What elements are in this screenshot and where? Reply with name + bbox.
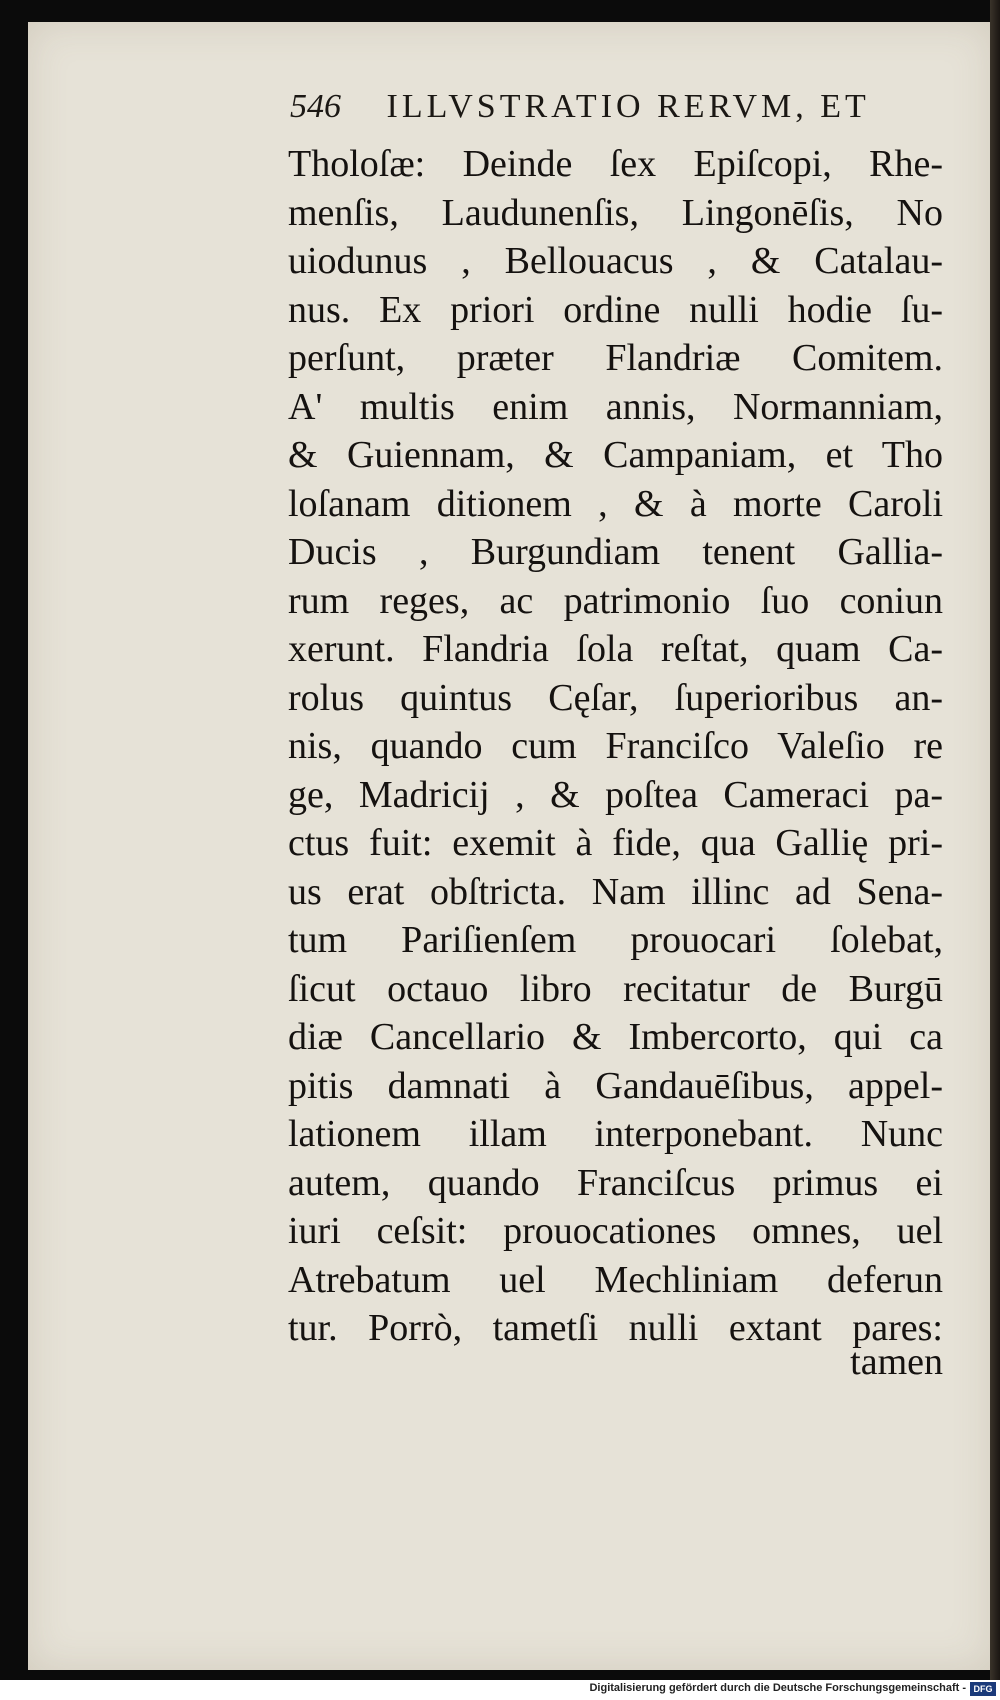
text-line: perſunt, præter Flandriæ Comitem. — [288, 337, 943, 379]
text-line: A' multis enim annis, Normanniam, — [288, 385, 943, 428]
dfg-logo: DFG — [970, 1682, 996, 1696]
text-line: rum reges, ac patrimonio ſuo coniun — [288, 579, 943, 622]
running-title: ILLVSTRATIO RERVM, ET — [386, 88, 870, 125]
text-line: Atrebatum uel Mechliniam deferun — [288, 1258, 943, 1301]
page-number: 546 — [290, 88, 341, 125]
catchword: tamen — [850, 1341, 943, 1383]
text-line: ſicut octauo libro recitatur de Burgū — [288, 967, 943, 1010]
text-line: lationem illam interponebant. Nunc — [288, 1113, 943, 1155]
text-line: ge, Madricij , & poſtea Cameraci pa- — [288, 773, 943, 816]
funding-credit: Digitalisierung gefördert durch die Deutsche Forschungsgemeinschaft - — [589, 1682, 966, 1694]
text-line: uiodunus , Bellouacus , & Catalau- — [288, 240, 943, 282]
text-line: & Guiennam, & Campaniam, et Tho — [288, 434, 943, 476]
text-line: Tholoſæ: Deinde ſex Epiſcopi, Rhe- — [288, 143, 943, 185]
text-line: ctus fuit: exemit à fide, qua Gallię pri- — [288, 822, 943, 864]
text-line: rolus quintus Cęſar, ſuperioribus an- — [288, 676, 943, 719]
page-edge — [990, 0, 1000, 1700]
text-line: iuri ceſsit: prouocationes omnes, uel — [288, 1210, 943, 1252]
text-line: pitis damnati à Gandauēſibus, appel- — [288, 1064, 943, 1107]
text-line: tur. Porrò, tametſi nulli extant pares: — [288, 1307, 943, 1349]
text-line: xerunt. Flandria ſola reſtat, quam Ca- — [288, 628, 943, 670]
text-line: Ducis , Burgundiam tenent Gallia- — [288, 531, 943, 573]
footer-bar — [0, 1680, 1000, 1700]
text-line: diæ Cancellario & Imbercorto, qui ca — [288, 1016, 943, 1058]
text-line: autem, quando Franciſcus primus ei — [288, 1161, 943, 1204]
text-line: menſis, Laudunenſis, Lingonēſis, No — [288, 191, 943, 234]
text-line: nus. Ex priori ordine nulli hodie ſu- — [288, 288, 943, 331]
text-line: nis, quando cum Franciſco Valeſio re — [288, 725, 943, 767]
running-head — [290, 88, 930, 126]
text-line: loſanam ditionem , & à morte Caroli — [288, 482, 943, 525]
text-line: tum Pariſienſem prouocari ſolebat, — [288, 919, 943, 961]
text-line: us erat obſtricta. Nam illinc ad Sena- — [288, 870, 943, 913]
body-text — [288, 140, 943, 1353]
